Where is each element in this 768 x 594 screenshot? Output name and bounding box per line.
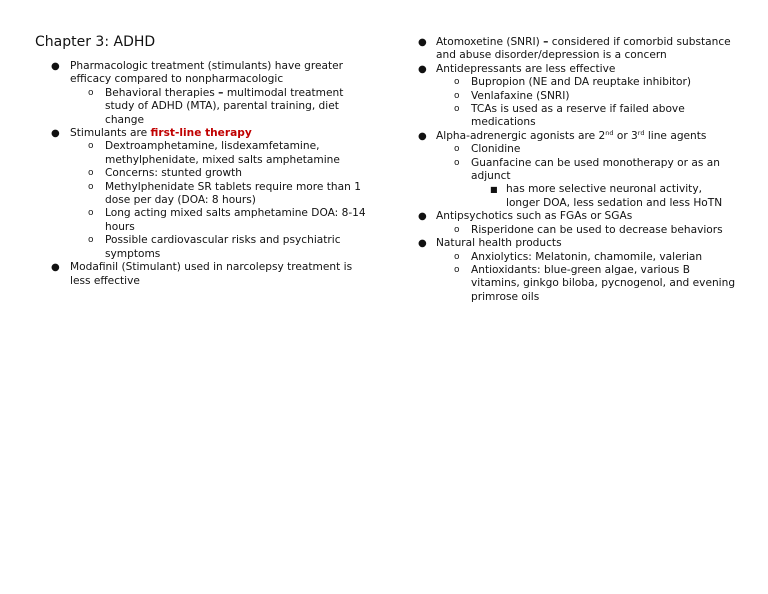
item-text: Antioxidants: blue-green algae, various B vitamins, ginkgo biloba, pycnogenol, and evening primrose oils bbox=[471, 263, 736, 303]
bullet-icon: o bbox=[454, 77, 460, 88]
item-text: Clonidine bbox=[471, 143, 521, 156]
bullet-icon: ● bbox=[51, 61, 60, 72]
list-item bbox=[36, 167, 366, 180]
bullet-icon: ● bbox=[418, 37, 427, 48]
list-item bbox=[418, 183, 736, 210]
item-text: Possible cardiovascular risks and psychiatric symptoms bbox=[105, 234, 341, 260]
bullet-icon: o bbox=[88, 208, 94, 219]
bullet-icon: o bbox=[88, 141, 94, 152]
item-text: Risperidone can be used to decrease behaviors bbox=[471, 223, 723, 236]
list-item bbox=[36, 181, 366, 208]
list-item bbox=[36, 234, 366, 261]
list-item bbox=[418, 224, 736, 237]
list-item bbox=[418, 237, 736, 250]
item-text: Guanfacine can be used monotherapy or as an adjunct bbox=[471, 156, 720, 183]
bullet-icon: ● bbox=[418, 63, 427, 75]
bullet-icon: o bbox=[454, 90, 460, 101]
bullet-icon: ● bbox=[51, 128, 60, 140]
list-item bbox=[418, 63, 736, 76]
list-item bbox=[418, 90, 736, 103]
list-item bbox=[36, 87, 366, 127]
bullet-icon: o bbox=[454, 104, 460, 115]
item-text: considered if comorbid substance and abuse disorder/depression is a concern bbox=[436, 36, 731, 62]
list-item bbox=[418, 210, 736, 223]
list-item bbox=[36, 140, 366, 167]
page-title: Chapter 3: ADHD bbox=[35, 34, 156, 50]
bullet-icon: o bbox=[454, 144, 460, 155]
bullet-icon: ● bbox=[418, 211, 427, 223]
item-text: multimodal treatment study of ADHD (MTA), parental training, diet change bbox=[105, 86, 344, 126]
list-item bbox=[418, 103, 736, 130]
bullet-icon: o bbox=[454, 264, 460, 275]
left-column bbox=[36, 60, 366, 288]
superscript: rd bbox=[637, 128, 645, 137]
item-text: or 3 bbox=[613, 129, 638, 142]
item-text: Natural health products bbox=[436, 237, 562, 250]
superscript: nd bbox=[605, 128, 614, 137]
item-text: Long acting mixed salts amphetamine DOA: 8-14 hours bbox=[105, 207, 366, 233]
bullet-icon: o bbox=[454, 224, 460, 235]
list-item bbox=[418, 76, 736, 89]
item-text: TCAs is used as a reserve if failed above medications bbox=[471, 103, 685, 129]
bullet-icon: ● bbox=[418, 130, 427, 142]
square-bullet-icon: ■ bbox=[490, 185, 498, 195]
list-item bbox=[418, 264, 736, 304]
dash: – bbox=[543, 36, 549, 48]
list-item bbox=[36, 60, 366, 87]
right-column bbox=[418, 36, 736, 304]
list-item bbox=[36, 207, 366, 234]
list-item bbox=[36, 261, 366, 288]
list-item bbox=[418, 130, 736, 143]
item-text: Alpha-adrenergic agonists are 2 bbox=[436, 129, 606, 142]
item-text: line agents bbox=[644, 129, 707, 142]
list-item bbox=[418, 251, 736, 264]
item-text: Stimulants are bbox=[70, 127, 151, 140]
item-text: Venlafaxine (SNRI) bbox=[471, 89, 570, 102]
item-text: Modafinil (Stimulant) used in narcolepsy treatment is less effective bbox=[70, 261, 353, 287]
bullet-icon: ● bbox=[418, 238, 427, 250]
list-item bbox=[418, 36, 736, 63]
item-text: Bupropion (NE and DA reuptake inhibitor) bbox=[471, 76, 692, 89]
emphasis-text: first-line therapy bbox=[150, 127, 252, 140]
bullet-icon: o bbox=[88, 168, 94, 179]
item-text: Antipsychotics such as FGAs or SGAs bbox=[436, 210, 633, 223]
dash: – bbox=[218, 86, 224, 99]
item-text: Concerns: stunted growth bbox=[105, 167, 242, 180]
bullet-icon: o bbox=[88, 181, 94, 192]
list-item bbox=[36, 127, 366, 140]
item-text: Behavioral therapies bbox=[105, 86, 219, 99]
item-text: Atomoxetine (SNRI) bbox=[436, 36, 544, 48]
bullet-icon: ● bbox=[51, 262, 60, 274]
list-item bbox=[418, 157, 736, 184]
list-item bbox=[418, 143, 736, 156]
item-text: Dextroamphetamine, lisdexamfetamine, methylphenidate, mixed salts amphetamine bbox=[105, 140, 340, 166]
item-text: Pharmacologic treatment (stimulants) have greater efficacy compared to nonpharmacologic bbox=[70, 60, 344, 86]
item-text: has more selective neuronal activity, longer DOA, less sedation and less HoTN bbox=[506, 183, 723, 209]
item-text: Methylphenidate SR tablets require more than 1 dose per day (DOA: 8 hours) bbox=[105, 180, 361, 207]
bullet-icon: o bbox=[454, 157, 460, 168]
bullet-icon: o bbox=[88, 235, 94, 246]
bullet-icon: o bbox=[88, 87, 94, 98]
item-text: Antidepressants are less effective bbox=[436, 62, 616, 75]
item-text: Anxiolytics: Melatonin, chamomile, valerian bbox=[471, 250, 703, 263]
bullet-icon: o bbox=[454, 251, 460, 262]
